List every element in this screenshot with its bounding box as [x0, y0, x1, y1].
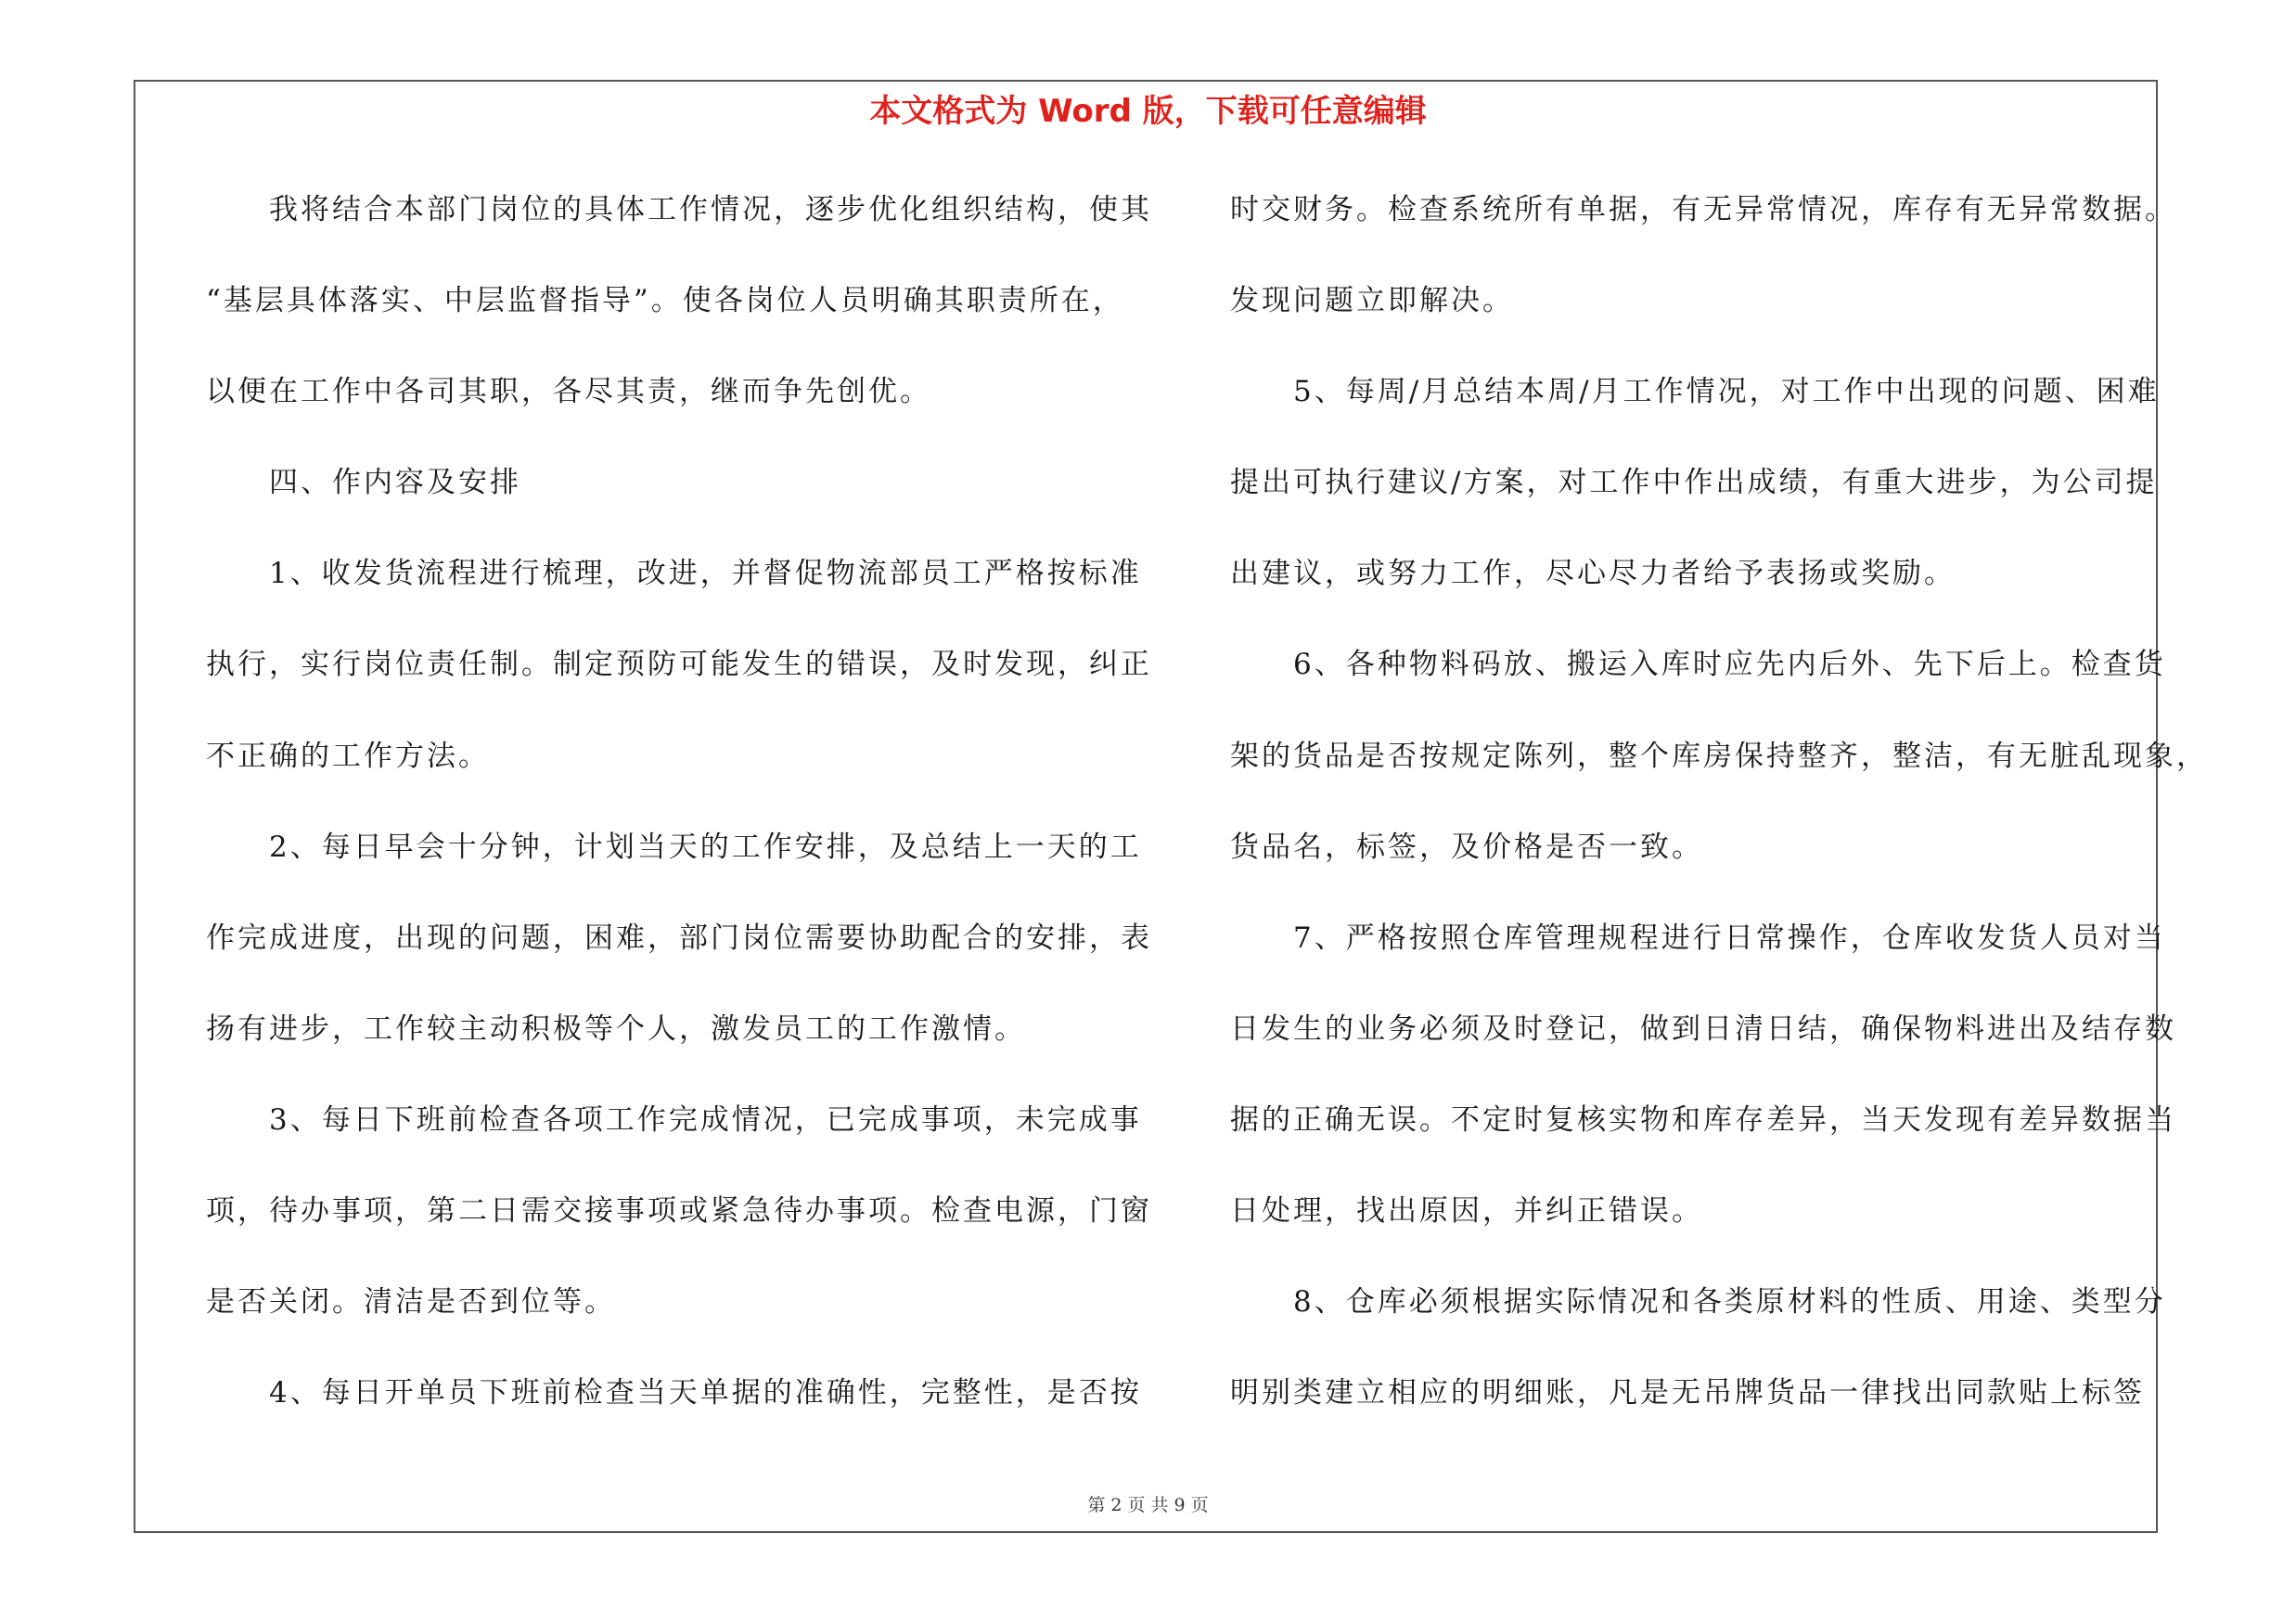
- text-line: 出建议，或努力工作，尽心尽力者给予表扬或奖励。: [1230, 557, 1956, 591]
- text-line: 4、每日开单员下班前检查当天单据的准确性，完整性，是否按: [206, 1376, 1142, 1410]
- text-line: 货品名，标签，及价格是否一致。: [1230, 830, 1703, 864]
- text-line: 6、各种物料码放、搬运入库时应先内后外、先下后上。检查货: [1230, 648, 2166, 682]
- text-line: 5、每周/月总结本周/月工作情况，对工作中出现的问题、困难: [1230, 375, 2160, 409]
- text-line: 是否关闭。清洁是否到位等。: [206, 1285, 616, 1320]
- right-column: [1230, 182, 2208, 1456]
- text-line: 明别类建立相应的明细账，凡是无吊牌货品一律找出同款贴上标签: [1230, 1376, 2145, 1410]
- text-line: 日处理，找出原因，并纠正错误。: [1230, 1194, 1703, 1229]
- text-line: 以便在工作中各司其职，各尽其责，继而争先创优。: [206, 375, 931, 409]
- text-line: 8、仓库必须根据实际情况和各类原材料的性质、用途、类型分: [1230, 1285, 2166, 1320]
- text-line: 7、严格按照仓库管理规程进行日常操作，仓库收发货人员对当: [1230, 921, 2166, 955]
- text-line: 不正确的工作方法。: [206, 739, 490, 773]
- text-line: 项，待办事项，第二日需交接事项或紧急待办事项。检查电源，门窗: [206, 1194, 1152, 1229]
- text-line: 发现问题立即解决。: [1230, 284, 1514, 318]
- text-line: 提出可执行建议/方案，对工作中作出成绩，有重大进步，为公司提: [1230, 466, 2158, 500]
- page-number: 第 2 页 共 9 页: [1087, 1495, 1209, 1515]
- document-banner: 本文格式为 Word 版，下载可任意编辑: [869, 93, 1427, 130]
- text-line: 1、收发货流程进行梳理，改进，并督促物流部员工严格按标准: [206, 557, 1142, 591]
- left-column: [206, 182, 1152, 1456]
- text-line: 我将结合本部门岗位的具体工作情况，逐步优化组织结构，使其: [206, 193, 1152, 226]
- text-line: 3、每日下班前检查各项工作完成情况，已完成事项，未完成事: [206, 1102, 1142, 1137]
- text-line: 执行，实行岗位责任制。制定预防可能发生的错误，及时发现，纠正: [206, 648, 1152, 682]
- text-line: 作完成进度，出现的问题，困难，部门岗位需要协助配合的安排，表: [206, 921, 1152, 955]
- section-heading: 四、作内容及安排: [206, 466, 521, 500]
- text-line: 时交财务。检查系统所有单据，有无异常情况，库存有无异常数据。: [1230, 193, 2176, 226]
- text-line: 据的正确无误。不定时复核实物和库存差异，当天发现有差异数据当: [1230, 1102, 2176, 1137]
- text-line: 日发生的业务必须及时登记，做到日清日结，确保物料进出及结存数: [1230, 1011, 2176, 1046]
- text-line: 架的货品是否按规定陈列，整个库房保持整齐，整洁，有无脏乱现象，: [1230, 739, 2208, 773]
- text-line: 扬有进步，工作较主动积极等个人，激发员工的工作激情。: [206, 1011, 1026, 1046]
- text-line: 2、每日早会十分钟，计划当天的工作安排，及总结上一天的工: [206, 830, 1142, 864]
- text-line: “基层具体落实、中层监督指导”。使各岗位人员明确其职责所在，: [206, 284, 1124, 318]
